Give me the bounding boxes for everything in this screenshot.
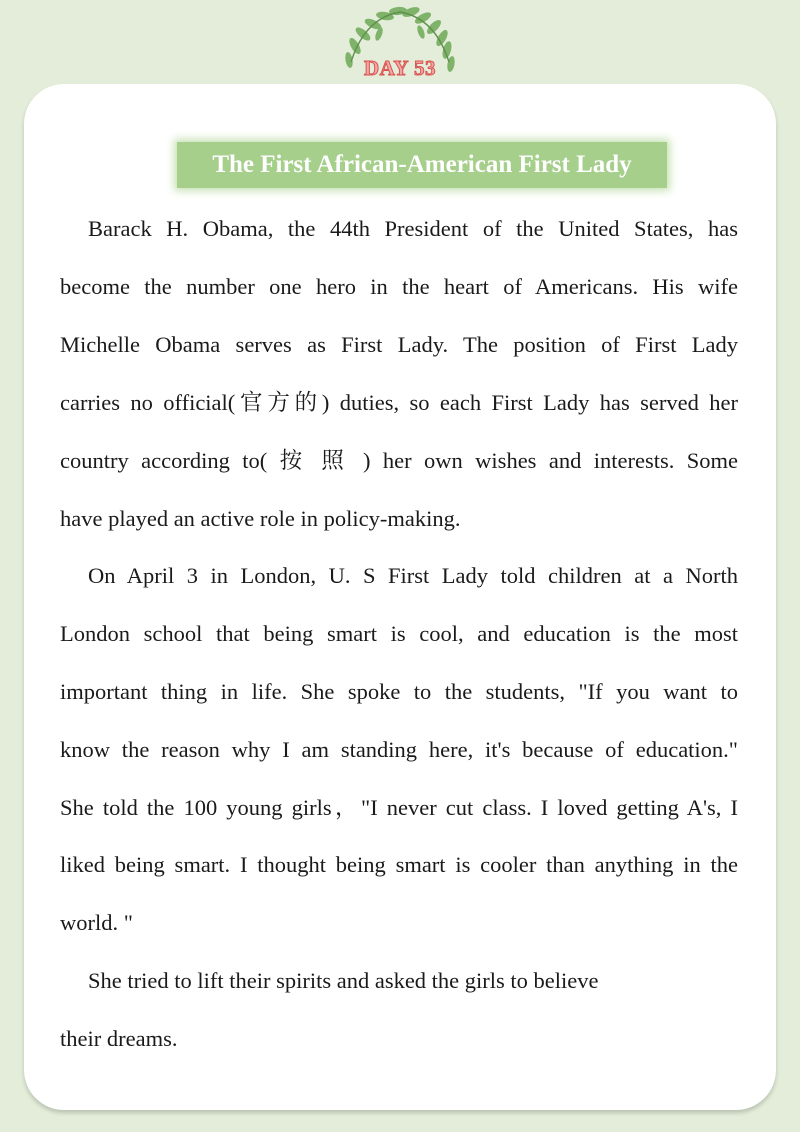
article-title: The First African-American First Lady xyxy=(212,151,632,178)
text-line: important thing in life. She spoke to the students, "If you want to xyxy=(60,679,738,704)
text-line: liked being smart. I thought being smart is cooler than anything in the xyxy=(60,852,738,877)
text-line: their dreams. xyxy=(60,1026,178,1051)
text-line: world. " xyxy=(60,910,133,935)
text-line: She tried to lift their spirits and asked the girls to believe xyxy=(88,968,599,993)
text-line: carries no official(官方的) duties, so each First Lady has served her xyxy=(60,390,738,415)
text-line: On April 3 in London, U. S First Lady told children at a North xyxy=(88,563,738,588)
text-line: country according to( 按 照 ) her own wishes and interests. Some xyxy=(60,448,738,473)
text-line: know the reason why I am standing here, it's because of education." xyxy=(60,737,738,762)
title-banner xyxy=(177,142,667,188)
day-label: DAY 53 xyxy=(363,56,437,80)
day-badge xyxy=(335,0,465,86)
text-line: have played an active role in policy-making. xyxy=(60,506,461,531)
text-line: Michelle Obama serves as First Lady. The position of First Lady xyxy=(60,332,738,357)
text-line: She told the 100 young girls，"I never cut class. I loved getting A's, I xyxy=(60,795,738,820)
text-line: become the number one hero in the heart of Americans. His wife xyxy=(60,274,738,299)
text-line: London school that being smart is cool, and education is the most xyxy=(60,621,738,646)
text-line: Barack H. Obama, the 44th President of the United States, has xyxy=(88,216,738,241)
